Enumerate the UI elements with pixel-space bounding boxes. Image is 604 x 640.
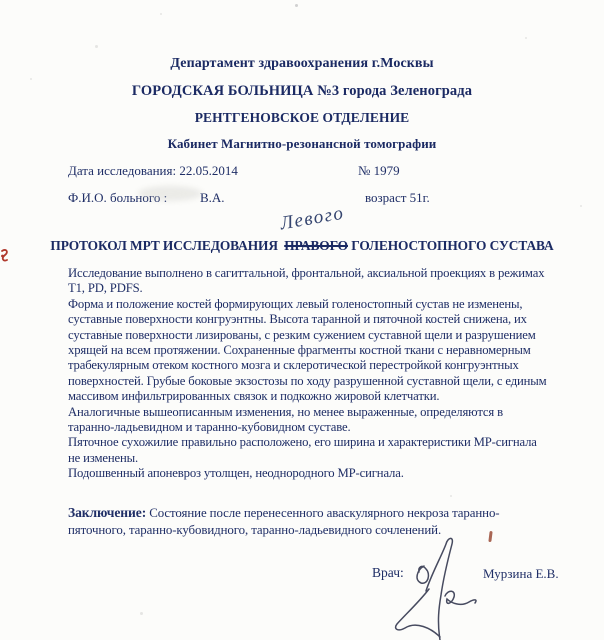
- report-line: поверхностей. Грубые боковые экзостозы по ходу разрушенной суставной щели, с единым: [68, 373, 547, 388]
- conclusion-text-2: пяточного, таранно-кубовидного, таранно-ладьевидного сочленений.: [68, 523, 442, 537]
- report-line: трабекулярным отеком костного мозга и склеротической перестройкой конгруэнтных: [68, 358, 519, 373]
- title-struck-word: ПРАВОГО: [284, 238, 348, 253]
- scan-speck: [160, 13, 162, 15]
- report-line: массивом инфильтрированных связок и подкожно жировой клетчатки.: [68, 389, 440, 404]
- doctor-label: Врач:: [372, 565, 404, 580]
- handwritten-correction: Левого: [278, 202, 346, 235]
- title-suffix: ГОЛЕНОСТОПНОГО СУСТАВА: [351, 238, 554, 253]
- header-xray-unit: РЕНТГЕНОВСКОЕ ОТДЕЛЕНИЕ: [194, 110, 410, 125]
- report-line: Форма и положение костей формирующих левый голеностопный сустав не изменены,: [68, 296, 523, 311]
- report-line: Т1, PD, PDFS.: [68, 281, 143, 296]
- report-line: Подошвенный апоневроз утолщен, неоднородного МР-сигнала.: [68, 466, 404, 481]
- scan-speck: [105, 330, 107, 332]
- protocol-number: № 1979: [358, 163, 400, 178]
- scan-speck: [450, 495, 452, 497]
- report-line: хрящей на всем протяжении. Сохраненные фрагменты костной ткани с неравномерным: [68, 343, 531, 358]
- report-line: Аналогичные вышеописанным изменения, но менее выраженные, определяются в: [68, 404, 503, 419]
- scan-speck: [140, 612, 143, 615]
- conclusion-text-1: Состояние после перенесенного аваскулярного некроза таранно-: [149, 506, 500, 520]
- doctor-signature: [393, 533, 513, 640]
- doctor-name: Мурзина Е.В.: [483, 566, 559, 581]
- header-hospital: ГОРОДСКАЯ БОЛЬНИЦА №3 города Зеленограда: [131, 83, 473, 99]
- header-mri-cabinet: Кабинет Магнитно-резонансной томографии: [167, 136, 437, 151]
- conclusion-line: [68, 504, 588, 522]
- patient-name-label: Ф.И.О. больного :: [68, 190, 168, 205]
- study-date: Дата исследования: 22.05.2014: [68, 163, 238, 178]
- scan-speck: [580, 205, 582, 207]
- scan-speck: [525, 37, 527, 39]
- patient-age: возраст 51г.: [365, 190, 430, 205]
- conclusion-label: Заключение:: [68, 505, 147, 520]
- report-body: [68, 266, 588, 482]
- report-line: суставные поверхности лизированы, с резким сужением суставной щели и разрушением: [68, 327, 536, 342]
- scan-speck: [95, 45, 98, 48]
- report-line: Исследование выполнено в сагиттальной, фронтальной, аксиальной проекциях в режимах: [68, 266, 545, 280]
- scan-speck: [30, 78, 32, 80]
- report-line: не изменены.: [68, 450, 138, 465]
- erased-patient-name-smudge: [138, 186, 202, 201]
- red-margin-mark: [0, 245, 12, 265]
- patient-initials: В.А.: [200, 190, 225, 205]
- scan-speck: [295, 4, 298, 7]
- report-line: Пяточное сухожилие правильно расположено, его ширина и характеристики МР-сигнала: [68, 435, 537, 450]
- document-title: [0, 238, 604, 254]
- report-line: таранно-ладьевидном и таранно-кубовидном суставе.: [68, 420, 351, 435]
- header-department: Департамент здравоохранения г.Москвы: [170, 56, 434, 71]
- title-prefix: ПРОТОКОЛ МРТ ИССЛЕДОВАНИЯ: [50, 238, 278, 253]
- report-line: суставные поверхности конгруэнтны. Высота таранной и пяточной костей снижена, их: [68, 312, 527, 327]
